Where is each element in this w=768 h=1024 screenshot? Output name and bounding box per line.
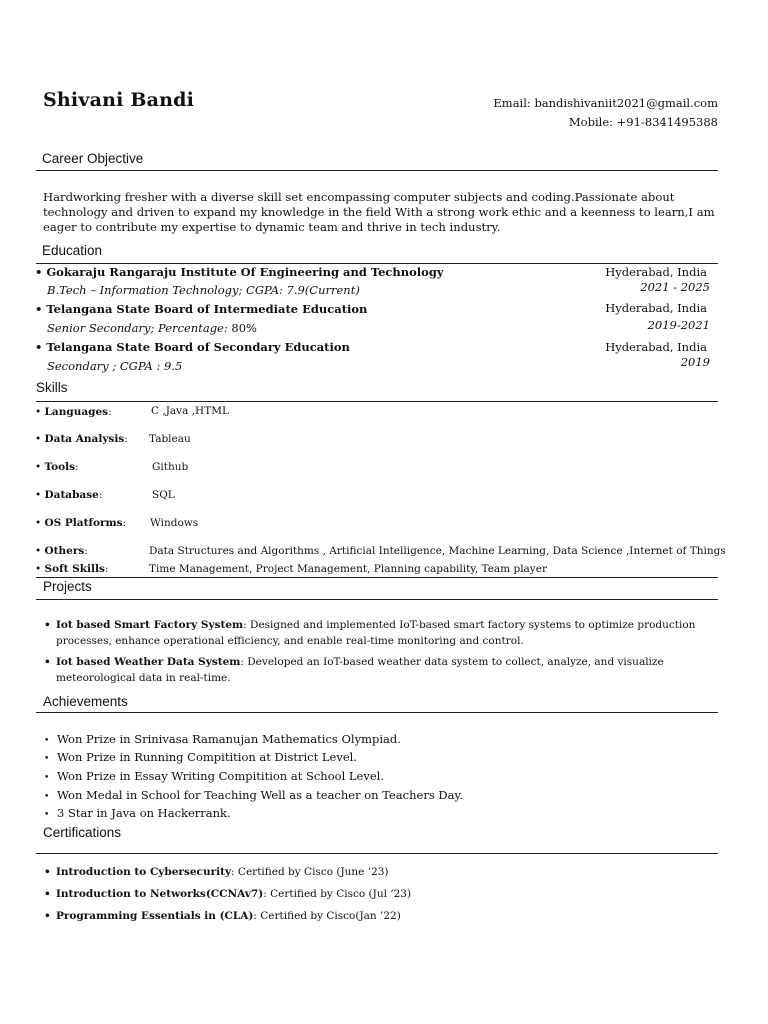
skill-label: • Others: [35, 545, 88, 557]
section-divider [36, 853, 718, 854]
education-institution: • Gokaraju Rangaraju Institute Of Engineering and Technology [35, 265, 444, 279]
project-name: Iot based Smart Factory System [56, 619, 244, 631]
achievement-item: • Won Prize in Srinivasa Ramanujan Mathematics Olympiad. [44, 732, 401, 746]
skill-label: • Database: [35, 489, 103, 501]
skill-label: • OS Platforms: [35, 517, 127, 529]
skill-label: • Data Analysis: [35, 433, 128, 445]
section-divider [36, 401, 718, 402]
email-line [493, 94, 718, 113]
education-date: 2019 [680, 355, 710, 369]
skill-label: • Soft Skills: [35, 563, 109, 575]
skill-value: Windows [150, 517, 199, 529]
achievement-item: • Won Prize in Running Compitition at District Level. [44, 750, 357, 764]
education-degree: Senior Secondary; Percentage: 80% [47, 321, 257, 335]
mobile-line [493, 113, 718, 132]
achievement-item: • Won Prize in Essay Writing Compitition at School Level. [44, 769, 384, 783]
education-location: Hyderabad, India [605, 301, 707, 315]
skill-value: Data Structures and Algorithms , Artificial Intelligence, Machine Learning, Data Science ,Internet of Things [149, 545, 726, 557]
email-link[interactable]: bandishivaniit2021@gmail.com [534, 96, 718, 110]
education-location: Hyderabad, India [605, 340, 707, 354]
education-degree: B.Tech – Information Technology; CGPA: 7.9(Current) [47, 283, 360, 297]
section-divider [36, 577, 718, 578]
skill-value: Github [152, 461, 189, 473]
education-heading: Education [42, 243, 103, 258]
skill-label: • Languages: [35, 406, 112, 418]
section-divider [36, 263, 718, 264]
certification-item: • Introduction to Networks(CCNAv7): Certified by Cisco (Jul ’23) [44, 888, 412, 900]
skill-value: Tableau [149, 433, 191, 445]
certification-item: • Introduction to Cybersecurity: Certified by Cisco (June ’23) [44, 866, 389, 878]
education-institution: • Telangana State Board of Intermediate Education [35, 302, 368, 316]
certification-item: • Programming Essentials in (CLA): Certified by Cisco(Jan ’22) [44, 910, 401, 922]
education-date: 2021 - 2025 [640, 280, 710, 294]
skill-value: SQL [152, 489, 175, 501]
mobile-number: +91-8341495388 [616, 114, 718, 129]
achievements-heading: Achievements [43, 694, 128, 709]
skill-label: • Tools: [35, 461, 79, 473]
project-description: : Designed and implemented IoT-based smart factory systems to optimize production processes, enhance operational efficiency, and enable real-time monitoring and control. [56, 619, 696, 647]
skill-value: Time Management, Project Management, Planning capability, Team player [149, 563, 547, 575]
project-item: • Iot based Smart Factory System: Designed and implemented IoT-based smart factory systems to optimize production processes, enhance operational efficiency, and enable real-time monitoring and control. [44, 619, 696, 647]
skill-value: C ,Java ,HTML [151, 405, 229, 417]
email-label: Email: [493, 96, 531, 110]
section-divider [36, 599, 718, 600]
achievement-item: • Won Medal in School for Teaching Well as a teacher on Teachers Day. [44, 788, 464, 802]
education-date: 2019-2021 [647, 318, 710, 332]
education-degree: Secondary ; CGPA : 9.5 [47, 359, 183, 373]
projects-heading: Projects [43, 579, 92, 594]
project-name: Iot based Weather Data System [56, 656, 241, 668]
mobile-label: Mobile: [568, 114, 614, 129]
education-location: Hyderabad, India [605, 265, 707, 279]
section-divider [36, 170, 718, 171]
skills-heading: Skills [36, 380, 68, 395]
project-description: : Developed an IoT-based weather data system to collect, analyze, and visualize meteorological data in real-time. [56, 656, 664, 684]
section-divider [36, 712, 718, 713]
achievement-item: • 3 Star in Java on Hackerrank. [44, 806, 231, 820]
contact-block [493, 94, 718, 131]
career-objective-text: Hardworking fresher with a diverse skill set encompassing computer subjects and coding.Passionate about technology and driven to expand my knowledge in the field With a strong work ethic and a keenness to learn,I am eager to contribute my expertise to dynamic team and thrive in tech industry. [43, 190, 715, 234]
project-item: • Iot based Weather Data System: Developed an IoT-based weather data system to collect, analyze, and visualize meteorological data in real-time. [44, 656, 664, 684]
certifications-heading: Certifications [43, 825, 122, 840]
career-objective-heading: Career Objective [42, 151, 144, 166]
candidate-name: Shivani Bandi [43, 89, 195, 111]
education-institution: • Telangana State Board of Secondary Education [35, 340, 350, 354]
